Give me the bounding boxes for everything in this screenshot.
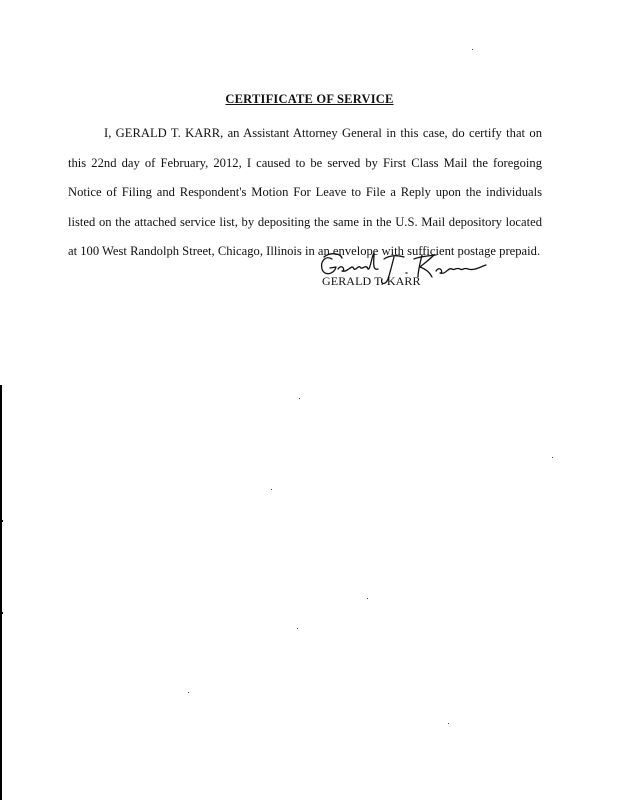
document-title: CERTIFICATE OF SERVICE	[225, 92, 394, 106]
scan-speck	[271, 489, 272, 490]
scan-speck	[367, 598, 368, 599]
certificate-body: I, GERALD T. KARR, an Assistant Attorney General in this case, do certify that on this 22nd day of February, 2012, I caused to be served by First Class Mail the foregoing Notice of Filing and Respondent's Motion For Leave to File a Reply upon the individuals listed on the attached service list, by depositing the same in the U.S. Mail depository located at 100 West Randolph Street, Chicago, Illinois in an envelope with sufficient postage prepaid.	[68, 126, 542, 258]
scan-speck	[552, 457, 553, 458]
signer-name: GERALD T. KARR	[322, 274, 421, 288]
scan-speck	[472, 49, 473, 50]
scan-edge-tick	[0, 612, 3, 614]
scan-edge-mark	[0, 385, 2, 800]
scan-speck	[297, 628, 298, 629]
scan-speck	[448, 723, 449, 724]
scan-edge-tick	[0, 520, 3, 522]
scan-speck	[188, 692, 189, 693]
scan-speck	[299, 398, 300, 399]
